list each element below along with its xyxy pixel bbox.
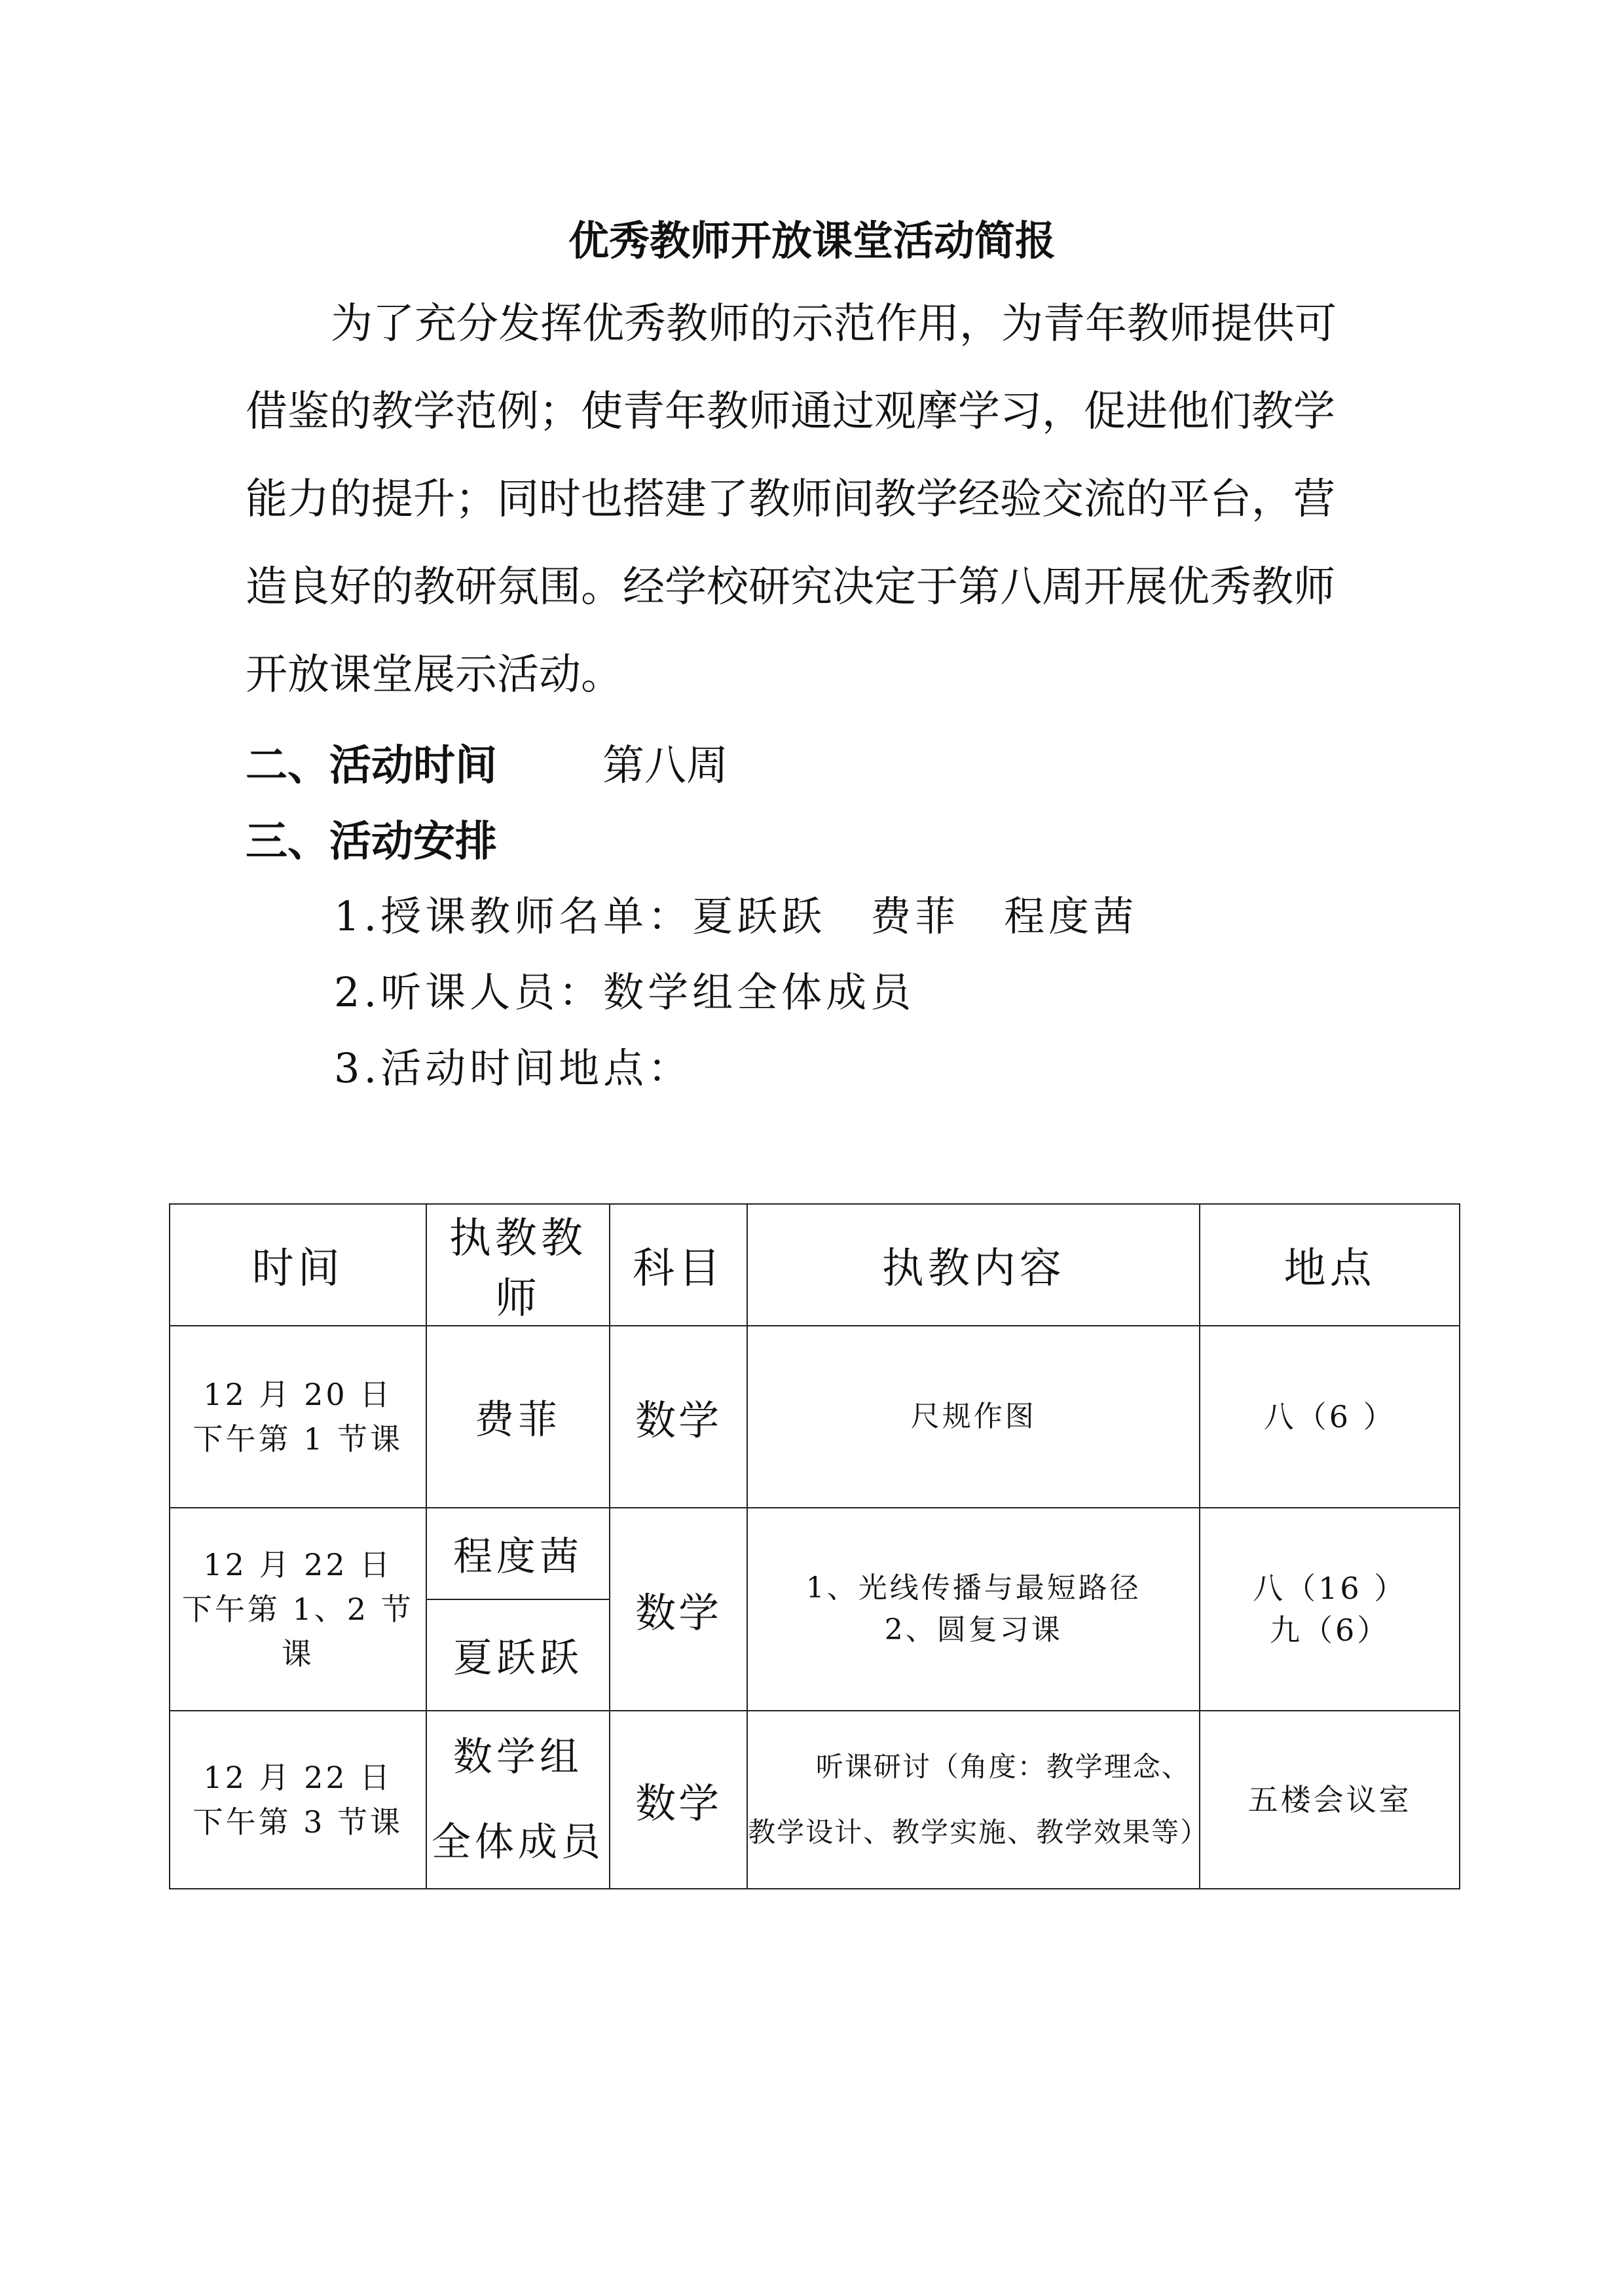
teacher-line: 全体成员 <box>431 1819 604 1865</box>
intro-line: 借鉴的教学范例；使青年教师通过观摩学习，促进他们教学 <box>246 388 1335 436</box>
table-header-row <box>170 1204 1460 1326</box>
header-time: 时间 <box>170 1204 426 1326</box>
teacher-cell: 程度茜 <box>426 1508 610 1599</box>
location-cell: 八（6 ） <box>1200 1326 1460 1508</box>
section-2-heading: 二、活动时间 <box>246 742 497 790</box>
table-row <box>170 1326 1460 1508</box>
subject-cell: 数学 <box>610 1508 747 1711</box>
document-title: 优秀教师开放课堂活动简报 <box>568 217 1056 264</box>
subject-cell: 数学 <box>610 1326 747 1508</box>
time-date: 12 月 20 日 <box>203 1377 393 1412</box>
time-cell <box>170 1711 426 1889</box>
time-cell <box>170 1326 426 1508</box>
intro-line: 为了充分发挥优秀教师的示范作用，为青年教师提供可 <box>331 300 1337 348</box>
time-date: 12 月 22 日 <box>203 1547 393 1582</box>
time-period: 下午第 3 节课 <box>193 1804 403 1840</box>
table-row <box>170 1508 1460 1599</box>
subject-cell: 数学 <box>610 1711 747 1889</box>
header-location: 地点 <box>1200 1204 1460 1326</box>
teacher-list-item: 1.授课教师名单：夏跃跃 费菲 程度茜 <box>334 892 1138 940</box>
time-place-item: 3.活动时间地点： <box>334 1044 693 1092</box>
teacher-cell: 费菲 <box>426 1326 610 1508</box>
intro-paragraph <box>246 280 1392 719</box>
intro-line: 开放课堂展示活动。 <box>246 651 623 699</box>
intro-line: 能力的提升；同时也搭建了教师间教学经验交流的平台，营 <box>246 475 1335 524</box>
content-cell <box>747 1711 1209 1889</box>
teacher-cell: 夏跃跃 <box>426 1599 610 1711</box>
teacher-cell <box>426 1711 610 1889</box>
section-3-heading: 三、活动安排 <box>246 818 497 866</box>
time-date: 12 月 22 日 <box>203 1760 393 1795</box>
audience-item: 2.听课人员：数学组全体成员 <box>334 968 915 1016</box>
teacher-line: 数学组 <box>452 1734 583 1780</box>
content-cell: 尺规作图 <box>747 1326 1200 1508</box>
location-cell: 五楼会议室 <box>1200 1711 1460 1889</box>
time-period: 下午第 1、2 节课 <box>181 1592 414 1671</box>
location-line: 九（6） <box>1270 1613 1390 1648</box>
table-row <box>170 1711 1460 1889</box>
header-teacher: 执教教师 <box>426 1204 610 1326</box>
content-line: 听课研讨（角度：教学理念、 <box>815 1751 1190 1783</box>
intro-line: 造良好的教研氛围。经学校研究决定于第八周开展优秀教师 <box>246 563 1335 611</box>
content-line: 2、圆复习课 <box>884 1613 1063 1647</box>
section-2-value: 第八周 <box>602 742 728 790</box>
time-period: 下午第 1 节课 <box>193 1421 403 1457</box>
location-line: 八（16 ） <box>1253 1571 1407 1606</box>
content-line: 1、光线传播与最短路径 <box>805 1571 1141 1605</box>
header-subject: 科目 <box>610 1204 747 1326</box>
schedule-table <box>169 1203 1460 1889</box>
time-cell <box>170 1508 426 1711</box>
location-cell <box>1200 1508 1460 1711</box>
header-content: 执教内容 <box>747 1204 1200 1326</box>
content-cell <box>747 1508 1200 1711</box>
content-line: 教学设计、教学实施、教学效果等） <box>748 1816 1209 1848</box>
